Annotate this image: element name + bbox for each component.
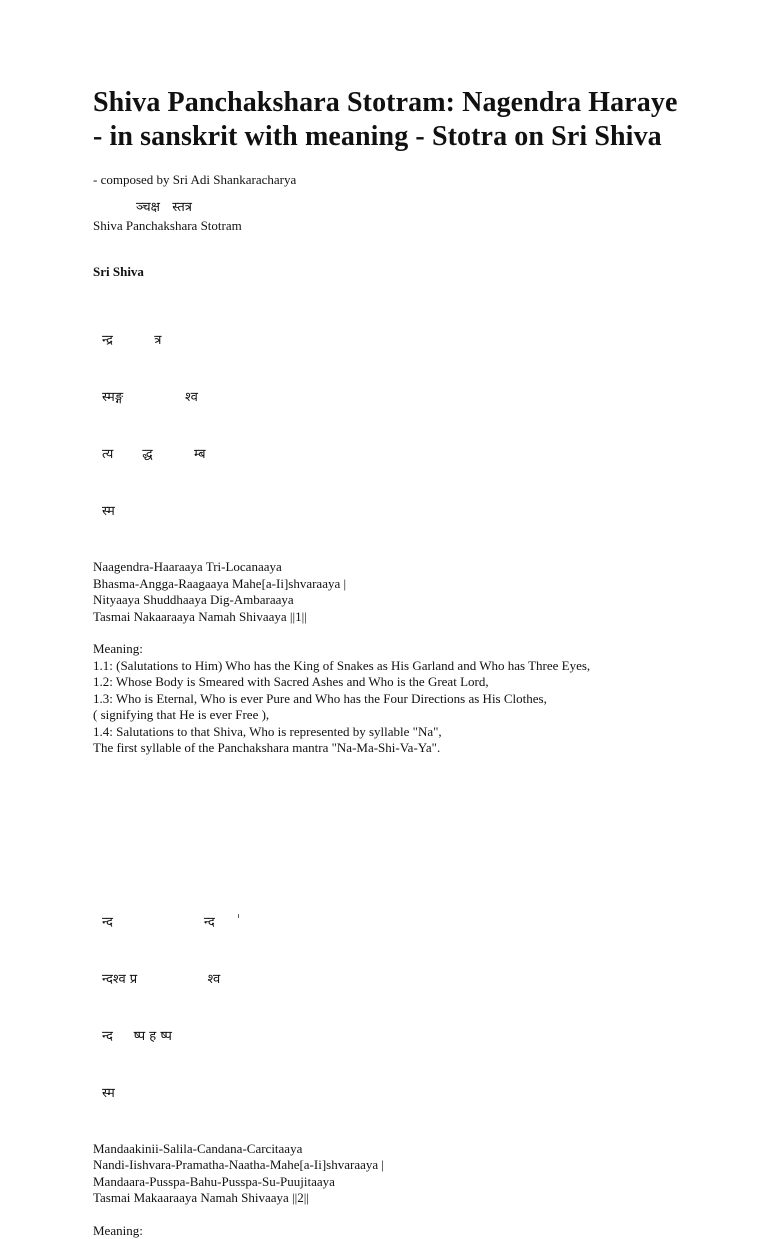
verse2-transliteration xyxy=(93,1141,693,1207)
verse1-dev-line: त्य द्ध म्ब xyxy=(102,445,693,464)
verse1-line: Bhasma-Angga-Raagaaya Mahe[a-Ii]shvaraaya | xyxy=(93,576,693,593)
document-page xyxy=(93,86,693,1239)
verse2-line: Tasmai Makaaraaya Namah Shivaaya ||2|| xyxy=(93,1190,693,1207)
meaning-line: The first syllable of the Panchakshara mantra "Na-Ma-Shi-Va-Ya". xyxy=(93,740,693,757)
author-line: - composed by Sri Adi Shankaracharya xyxy=(93,172,693,188)
meaning-line: 1.1: (Salutations to Him) Who has the King of Snakes as His Garland and Who has Three Eyes, xyxy=(93,658,663,675)
verse2-meaning-label: Meaning: xyxy=(93,1223,693,1239)
verse1-transliteration xyxy=(93,559,693,625)
verse2-devanagari xyxy=(93,875,693,1141)
verse2-dev-line: न्दश्व प्र श्व xyxy=(102,970,693,989)
stotram-name: Shiva Panchakshara Stotram xyxy=(93,218,693,234)
verse1-meaning-label: Meaning: xyxy=(93,641,693,658)
verse2-line: Mandaakinii-Salila-Candana-Carcitaaya xyxy=(93,1141,693,1158)
meaning-line: ( signifying that He is ever Free ), xyxy=(93,707,693,724)
devanagari-heading: ञ्चक्ष स्तत्र xyxy=(93,197,693,218)
verse1-dev-line: स्मङ्ग श्व xyxy=(102,388,693,407)
verse2-line: Mandaara-Pusspa-Bahu-Pusspa-Su-Puujitaaya xyxy=(93,1174,693,1191)
verse1-dev-line: न्द्र त्र xyxy=(102,331,693,350)
verse1-devanagari xyxy=(93,293,693,559)
verse2-dev-line: न्द ष्प ह ष्प xyxy=(102,1027,693,1046)
meaning-line: 1.4: Salutations to that Shiva, Who is represented by syllable "Na", xyxy=(93,724,693,741)
verse2-line: Nandi-Iishvara-Pramatha-Naatha-Mahe[a-Ii]shvaraaya | xyxy=(93,1157,693,1174)
meaning-line: 1.3: Who is Eternal, Who is ever Pure and Who has the Four Directions as His Clothes, xyxy=(93,691,693,708)
document-title: Shiva Panchakshara Stotram: Nagendra Haraye - in sanskrit with meaning - Stotra on Sri Shiva xyxy=(93,86,693,154)
verse1-line: Tasmai Nakaaraaya Namah Shivaaya ||1|| xyxy=(93,609,693,626)
verse1-dev-line: स्म xyxy=(102,502,693,521)
verse1-meaning xyxy=(93,658,693,757)
meaning-line: 1.2: Whose Body is Smeared with Sacred Ashes and Who is the Great Lord, xyxy=(93,674,693,691)
section-heading: Sri Shiva xyxy=(93,264,693,280)
verse2-dev-line: स्म xyxy=(102,1084,693,1103)
verse1-line: Naagendra-Haaraaya Tri-Locanaaya xyxy=(93,559,693,576)
verse1-line: Nityaaya Shuddhaaya Dig-Ambaraaya xyxy=(93,592,693,609)
verse2-dev-line: न्द न्द ٰ xyxy=(102,913,693,932)
